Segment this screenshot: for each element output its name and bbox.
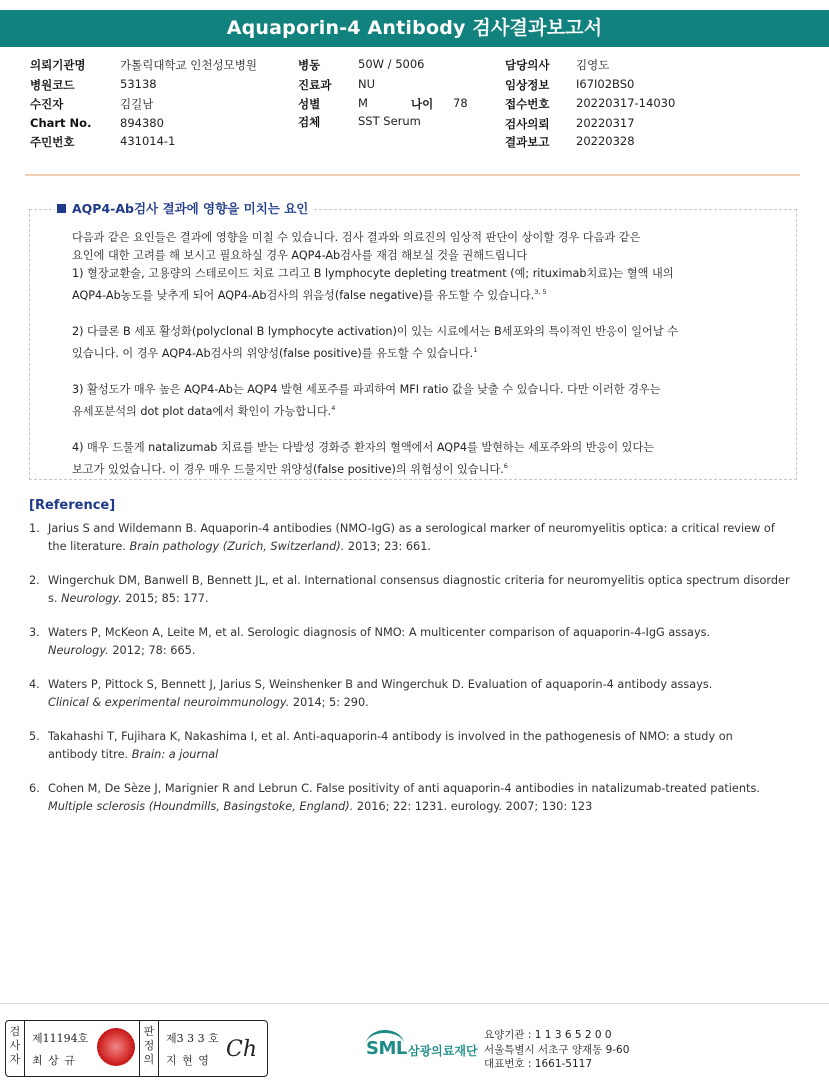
citation-sup: 6	[503, 462, 508, 470]
clinical-label: 임상정보	[505, 78, 550, 92]
reference-heading: [Reference]	[29, 498, 116, 513]
seal-stamp-icon	[97, 1028, 135, 1066]
report-label: 결과보고	[505, 135, 550, 149]
request-value: 20220317	[576, 116, 635, 130]
ward-value: 50W / 5006	[358, 57, 425, 71]
factor-line: 3) 활성도가 매우 높은 AQP4-Ab는 AQP4 발현 세포주를 파괴하여 MFI ratio 값을 낮출 수 있습니다. 다만 이러한 경우는	[72, 383, 661, 396]
reference-item: 4. Waters P, Pittock S, Bennett J, Jarius S, Weinshenker B and Wingerchuk D. Evaluation of aquaporin-4 antibody assays. Clinical & experimental neuroimmunology. 2014; 5: 290.	[29, 678, 713, 709]
citation-sup: 3, 5	[534, 288, 547, 296]
hospital-label: 의뢰기관명	[30, 58, 86, 72]
examiner-license: 제11194호	[32, 1032, 89, 1045]
footer-divider	[0, 1003, 829, 1004]
citation-sup: 1	[473, 346, 478, 354]
reviewer-license: 제3 3 3 호	[166, 1032, 219, 1045]
signature: Ch	[226, 1037, 258, 1062]
reference-item: 3. Waters P, McKeon A, Leite M, et al. Serologic diagnosis of NMO: A multicenter comparison of aquaporin-4-IgG assays. Neurology. 2012; 78: 665.	[29, 626, 711, 657]
patient-value: 김길남	[120, 97, 154, 111]
reference-item: 2. Wingerchuk DM, Banwell B, Bennett JL, et al. International consensus diagnostic criteria for neuromyelitis optica spectrum disorder s. Neurology. 2015; 85: 177.	[29, 574, 790, 605]
patient-info	[0, 55, 829, 155]
factors-heading	[55, 199, 314, 217]
factors-heading-text: AQP4-Ab검사 결과에 영향을 미치는 요인	[72, 201, 309, 216]
factors-body	[72, 229, 772, 479]
citation-sup: 4	[331, 404, 336, 412]
sex-value: M	[358, 96, 368, 110]
id-value: 431014-1	[120, 134, 176, 148]
factor-line: 다음과 같은 요인들은 결과에 영향을 미칠 수 있습니다. 검사 결과와 의료진의 임상적 판단이 상이할 경우 다음과 같은	[72, 231, 641, 244]
address: 서울특별시 서초구 양재동 9-60	[484, 1043, 630, 1056]
reviewer-name: 지 현 영	[166, 1054, 210, 1067]
journal-title: Brain pathology (Zurich, Switzerland).	[129, 540, 345, 553]
dept-label: 진료과	[298, 78, 332, 92]
report-title: Aquaporin-4 Antibody 검사결과보고서	[0, 10, 829, 47]
factor-line: AQP4-Ab농도를 낮추게 되어 AQP4-Ab검사의 위음성(false negative)를 유도할 수 있습니다.$^{3, 5}$	[72, 288, 547, 302]
logo-sml-text: SML	[366, 1038, 407, 1059]
specimen-label: 검체	[298, 115, 321, 129]
journal-title: Clinical & experimental neuroimmunology.	[48, 696, 290, 709]
journal-title: Neurology.	[48, 644, 109, 657]
id-label: 주민번호	[30, 135, 75, 149]
examiner-vertical-label: 검 사 자	[9, 1025, 21, 1066]
reference-item: 6. Cohen M, De Sèze J, Marignier R and Lebrun C. False positivity of anti aquaporin-4 antibodies in natalizumab-treated patients. Multiple sclerosis (Houndmills, Basingstoke, England). 2016; 22: 1231. eurology. 2007; 130: 123	[29, 782, 760, 813]
examiner-name: 최 상 규	[32, 1054, 76, 1067]
ward-label: 병동	[298, 58, 321, 72]
reference-list	[29, 520, 821, 832]
doctor-value: 김영도	[576, 58, 610, 72]
chart-value: 894380	[120, 116, 164, 130]
code-label: 병원코드	[30, 78, 75, 92]
age-value: 78	[453, 96, 468, 110]
factor-line: 요인에 대한 고려를 해 보시고 필요하실 경우 AQP4-Ab검사를 재검 해보실 것을 권해드립니다	[72, 249, 528, 262]
clinical-value: I67I02BS0	[576, 77, 635, 91]
factor-line: 2) 다클론 B 세포 활성화(polyclonal B lymphocyte activation)이 있는 시료에서는 B세포와의 특이적인 반응이 일어날 수	[72, 325, 678, 338]
contact-info	[484, 1028, 629, 1072]
factor-line: 4) 매우 드물게 natalizumab 치료를 받는 다발성 경화증 환자의 혈액에서 AQP4를 발현하는 세포주와의 반응이 있다는	[72, 441, 655, 454]
factor-line: 보고가 있었습니다. 이 경우 매우 드물지만 위양성(false positive)의 위험성이 있습니다.$^6$	[72, 462, 508, 476]
hospital-value: 가톨릭대학교 인천성모병원	[120, 58, 257, 72]
chart-label: Chart No.	[30, 116, 92, 130]
square-bullet-icon	[57, 204, 66, 213]
dept-value: NU	[358, 77, 376, 91]
age-label: 나이	[411, 97, 434, 111]
accession-value: 20220317-14030	[576, 96, 676, 110]
code-value: 53138	[120, 77, 157, 91]
factor-line: 유세포분석의 dot plot data에서 확인이 가능합니다.$^4$	[72, 404, 336, 418]
report-value: 20220328	[576, 134, 635, 148]
phone: 대표번호 : 1661-5117	[484, 1058, 593, 1070]
reference-item: 1. Jarius S and Wildemann B. Aquaporin-4 antibodies (NMO-IgG) as a serological marker of neuromyelitis optica: a critical review of the literature. Brain pathology (Zurich, Switzerland). 2013; 23: 661.	[29, 522, 775, 553]
separator	[25, 174, 800, 176]
journal-title: Brain: a journal	[131, 748, 219, 761]
specimen-value: SST Serum	[358, 114, 421, 128]
logo-kor-text: 삼광의료재단	[408, 1044, 478, 1058]
factor-line: 1) 혈장교환술, 고용량의 스테로이드 치료 그리고 B lymphocyte depleting treatment (예; rituximab치료)는 혈액 내의	[72, 267, 674, 280]
sex-label: 성별	[298, 97, 321, 111]
journal-title: Multiple sclerosis (Houndmills, Basingstoke, England).	[48, 800, 354, 813]
factor-line: 있습니다. 이 경우 AQP4-Ab검사의 위양성(false positive)를 유도할 수 있습니다.$^1$	[72, 346, 478, 360]
institution-number: 요양기관 : 1 1 3 6 5 2 0 0	[484, 1029, 612, 1041]
journal-title: Neurology.	[61, 592, 122, 605]
doctor-label: 담당의사	[505, 58, 550, 72]
accession-label: 접수번호	[505, 97, 550, 111]
reference-item: 5. Takahashi T, Fujihara K, Nakashima I, et al. Anti-aquaporin-4 antibody is involved in the pathogenesis of NMO: a study on antibody titre. Brain: a journal	[29, 730, 733, 761]
signature-box	[5, 1020, 268, 1077]
patient-label: 수진자	[30, 97, 64, 111]
reviewer-vertical-label: 판 정 의	[143, 1025, 155, 1066]
request-label: 검사의뢰	[505, 117, 550, 131]
